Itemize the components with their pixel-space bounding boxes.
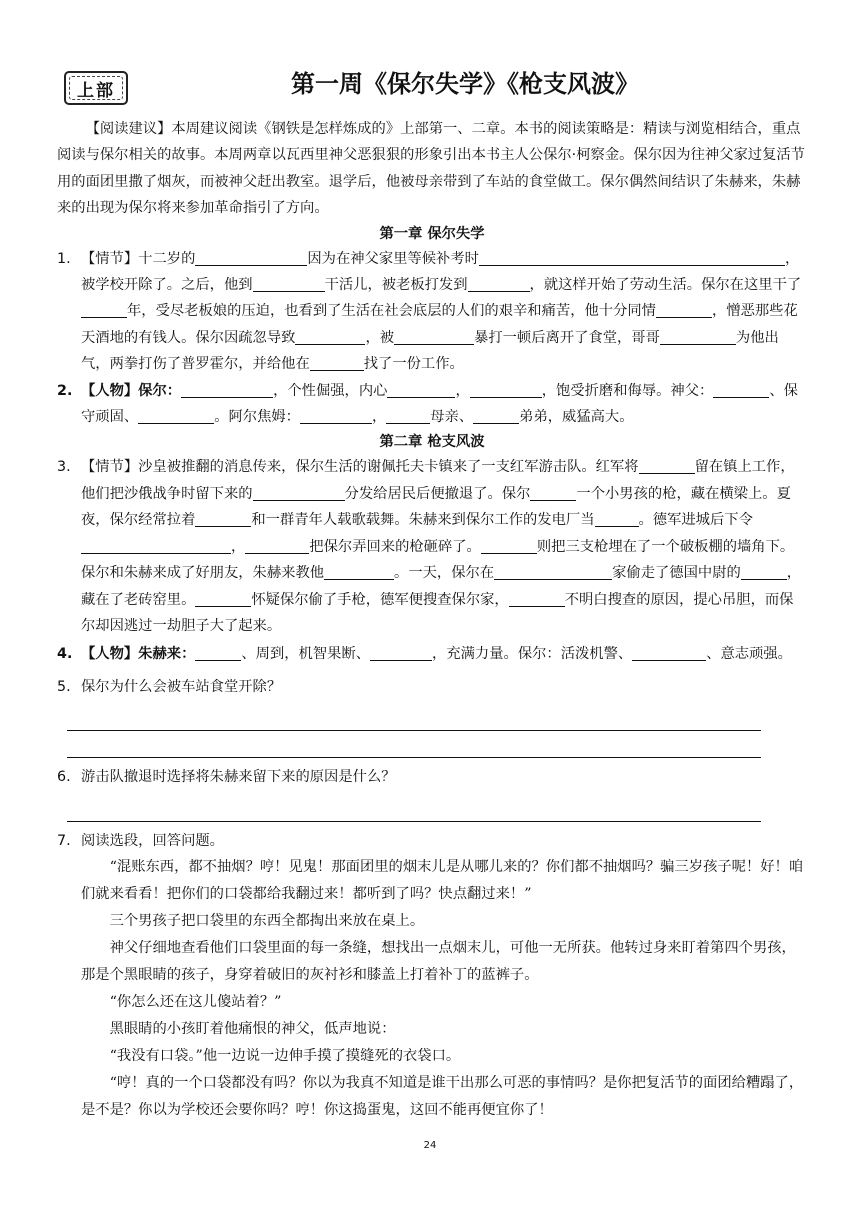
q3-text: 则把三支枪埋在了一个破板棚的墙角下。保尔和朱赫来成了好朋友，朱赫来教他 bbox=[81, 538, 795, 582]
answer-blank[interactable] bbox=[310, 353, 364, 371]
q3-text: 一个小男孩的枪，藏在横梁上。夏夜，保尔经常拉着 bbox=[81, 485, 791, 529]
q2-text: ，个性倔强，内心 bbox=[273, 382, 388, 399]
badge-label: 上部 bbox=[77, 80, 115, 101]
passage-paragraph: “混账东西，都不抽烟？哼！见鬼！那面团里的烟末儿是从哪儿来的？你们都不抽烟吗？骗三岁孩子呢！好！咱们就来看看！把你们的口袋都给我翻过来！都听到了吗？快点翻过来！” bbox=[81, 858, 804, 902]
answer-line[interactable] bbox=[67, 791, 761, 822]
q2-text: 。阿尔焦姆： bbox=[214, 409, 300, 426]
q4-text: 、意志顽强。 bbox=[706, 646, 792, 663]
q1-text: 年，受尽老板娘的压迫，也看到了生活在社会底层的人们的艰辛和痛苦，他十分同情 bbox=[127, 303, 656, 320]
answer-blank[interactable] bbox=[468, 274, 530, 292]
q1-text: ，被学校开除了。之后，他到 bbox=[81, 250, 800, 294]
q3-text: 。一天，保尔在 bbox=[394, 565, 495, 582]
answer-blank[interactable] bbox=[138, 406, 214, 424]
q3-text: 留在镇上工作，他们把沙俄战争时留下来的 bbox=[81, 459, 795, 502]
q1-text: ，被 bbox=[365, 329, 395, 346]
question-6 bbox=[57, 764, 807, 790]
answer-blank[interactable] bbox=[494, 562, 612, 580]
q6-text: 游击队撤退时选择将朱赫来留下来的原因是什么？ bbox=[81, 769, 396, 786]
q5-text: 保尔为什么会被车站食堂开除？ bbox=[81, 678, 282, 695]
answer-blank[interactable] bbox=[295, 327, 365, 345]
passage-paragraph: 黑眼睛的小孩盯着他痛恨的神父，低声地说： bbox=[109, 1020, 396, 1037]
answer-blank[interactable] bbox=[324, 562, 394, 580]
question-2 bbox=[57, 378, 807, 431]
chapter-heading-1: 第一章 保尔失学 bbox=[379, 225, 485, 242]
answer-blank[interactable] bbox=[632, 643, 706, 661]
question-number: 5. bbox=[57, 678, 71, 695]
q1-text: 因为在神父家里等候补考时 bbox=[307, 250, 479, 267]
answer-blank[interactable] bbox=[253, 483, 345, 501]
answer-line[interactable] bbox=[67, 700, 761, 731]
answer-blank[interactable] bbox=[253, 274, 325, 292]
worksheet-body bbox=[57, 116, 807, 1124]
question-4 bbox=[57, 641, 807, 667]
q2-text: 【人物】保尔： bbox=[81, 382, 182, 399]
answer-blank[interactable] bbox=[386, 406, 430, 424]
answer-blank[interactable] bbox=[394, 327, 474, 345]
passage-paragraph: 三个男孩子把口袋里的东西全都掏出来放在桌上。 bbox=[109, 912, 425, 929]
answer-blank[interactable] bbox=[660, 327, 736, 345]
q1-text: 【情节】十二岁的 bbox=[81, 250, 196, 267]
q1-text: 暴打一顿后离开了食堂，哥哥 bbox=[474, 329, 660, 346]
q4-text: 【人物】朱赫来： bbox=[81, 646, 196, 663]
q3-text: 分发给居民后便撤退了。保尔 bbox=[344, 485, 531, 502]
answer-blank[interactable] bbox=[713, 380, 769, 398]
q3-text: 不明白搜查的原因，提心吊胆，而保尔却因逃过一劫胆子大了起来。 bbox=[81, 591, 794, 634]
q3-text: 把保尔弄回来的枪砸碎了。 bbox=[309, 538, 481, 555]
question-7 bbox=[57, 828, 807, 854]
passage-paragraph: “哼！真的一个口袋都没有吗？你以为我真不知道是谁干出那么可恶的事情吗？是你把复活节的面团给糟蹋了，是不是？你以为学校还会要你吗？哼！你这捣蛋鬼，这回不能再便宜你了！ bbox=[81, 1074, 804, 1118]
answer-blank[interactable] bbox=[479, 248, 747, 266]
q2-text: ， bbox=[371, 409, 387, 426]
q1-text: ，就这样开始了劳动生活。保尔在这里干了 bbox=[529, 277, 802, 294]
q3-text: 怀疑保尔偷了手枪，德军便搜查保尔家， bbox=[251, 591, 509, 608]
passage-paragraph: “我没有口袋。”他一边说一边伸手摸了摸缝死的衣袋口。 bbox=[109, 1047, 461, 1064]
q4-text: ，充满力量。保尔：活泼机警、 bbox=[432, 646, 633, 663]
q4-text: 、周到，机智果断、 bbox=[241, 646, 371, 663]
answer-blank[interactable] bbox=[481, 536, 537, 554]
answer-blank[interactable] bbox=[195, 509, 251, 527]
q2-text: 、保守顽固、 bbox=[81, 382, 798, 426]
q3-text: 【情节】沙皇被推翻的消息传来，保尔生活的谢佩托夫卡镇来了一支红军游击队。红军将 bbox=[81, 459, 639, 476]
passage-paragraph: 神父仔细地查看他们口袋里面的每一条缝，想找出一点烟末儿，可他一无所获。他转过身来盯着第四个男孩，那是个黑眼睛的孩子，身穿着破旧的灰衬衫和膝盖上打着补丁的蓝裤子。 bbox=[81, 939, 796, 983]
chapter-heading-2: 第二章 枪支风波 bbox=[379, 434, 485, 451]
page-title: 第一周《保尔失学》《枪支风波》 bbox=[291, 70, 639, 98]
question-5 bbox=[57, 674, 807, 700]
question-3 bbox=[57, 454, 807, 639]
q1-text: ，憎恶那些花天酒地的有钱人。保尔因疏忽导致 bbox=[81, 303, 798, 346]
question-number: 1. bbox=[57, 250, 71, 267]
question-number: 4. bbox=[57, 646, 73, 663]
question-1 bbox=[57, 246, 807, 378]
answer-blank[interactable] bbox=[181, 380, 273, 398]
answer-blank[interactable] bbox=[387, 380, 455, 398]
answer-blank[interactable] bbox=[470, 380, 542, 398]
q3-text: 家偷走了德国中尉的 bbox=[612, 565, 741, 582]
question-number: 6. bbox=[57, 769, 71, 786]
answer-blank[interactable] bbox=[639, 456, 695, 474]
section-badge bbox=[64, 71, 128, 105]
answer-line[interactable] bbox=[67, 731, 761, 758]
page-number: 24 bbox=[423, 1140, 437, 1151]
answer-blank[interactable] bbox=[81, 300, 127, 318]
answer-blank[interactable] bbox=[473, 406, 519, 424]
question-number: 3. bbox=[57, 459, 71, 476]
answer-blank[interactable] bbox=[747, 248, 785, 266]
q2-text: ， bbox=[455, 382, 470, 399]
answer-blank[interactable] bbox=[245, 536, 309, 554]
answer-blank[interactable] bbox=[509, 589, 565, 607]
answer-blank[interactable] bbox=[195, 589, 251, 607]
q1-text: 为他出气，两拳打伤了普罗霍尔，并给他在 bbox=[81, 329, 779, 373]
answer-blank[interactable] bbox=[370, 643, 432, 661]
q3-text: ， bbox=[231, 538, 246, 555]
question-number: 7. bbox=[57, 832, 71, 849]
answer-blank[interactable] bbox=[195, 248, 307, 266]
answer-blank[interactable] bbox=[595, 509, 639, 527]
answer-blank[interactable] bbox=[656, 300, 712, 318]
question-number: 2. bbox=[57, 382, 73, 399]
passage-paragraph: “你怎么还在这儿傻站着？” bbox=[109, 993, 282, 1010]
answer-blank[interactable] bbox=[81, 536, 231, 554]
answer-blank[interactable] bbox=[195, 643, 241, 661]
q3-text: 。德军进城后下令 bbox=[638, 512, 753, 529]
answer-blank[interactable] bbox=[530, 483, 576, 501]
answer-blank[interactable] bbox=[300, 406, 372, 424]
q2-text: 弟弟，威猛高大。 bbox=[519, 409, 634, 426]
reading-advice: 【阅读建议】本周建议阅读《钢铁是怎样炼成的》上部第一、二章。本书的阅读策略是：精读与浏览相结合，重点阅读与保尔相关的故事。本周两章以瓦西里神父恶狠狠的形象引出本书主人公保尔·柯察金。保尔因为往神父家过复活节用的面团里撒了烟灰，而被神父赶出教室。退学后，他被母亲带到了车站的食堂做工。保尔偶然间结识了朱赫来，朱赫来的出现为保尔将来参加革命指引了方向。 bbox=[57, 121, 805, 217]
q2-text: 母亲、 bbox=[430, 409, 474, 426]
q2-text: ，饱受折磨和侮辱。神父： bbox=[541, 382, 714, 399]
q1-text: 找了一份工作。 bbox=[363, 356, 464, 373]
q3-text: ，藏在了老砖窑里。 bbox=[81, 565, 802, 608]
q3-text: 和一群青年人载歌载舞。朱赫来到保尔工作的发电厂当 bbox=[251, 512, 595, 529]
q7-text: 阅读选段，回答问题。 bbox=[81, 832, 224, 849]
q1-text: 干活儿，被老板打发到 bbox=[324, 277, 468, 294]
answer-blank[interactable] bbox=[741, 562, 787, 580]
